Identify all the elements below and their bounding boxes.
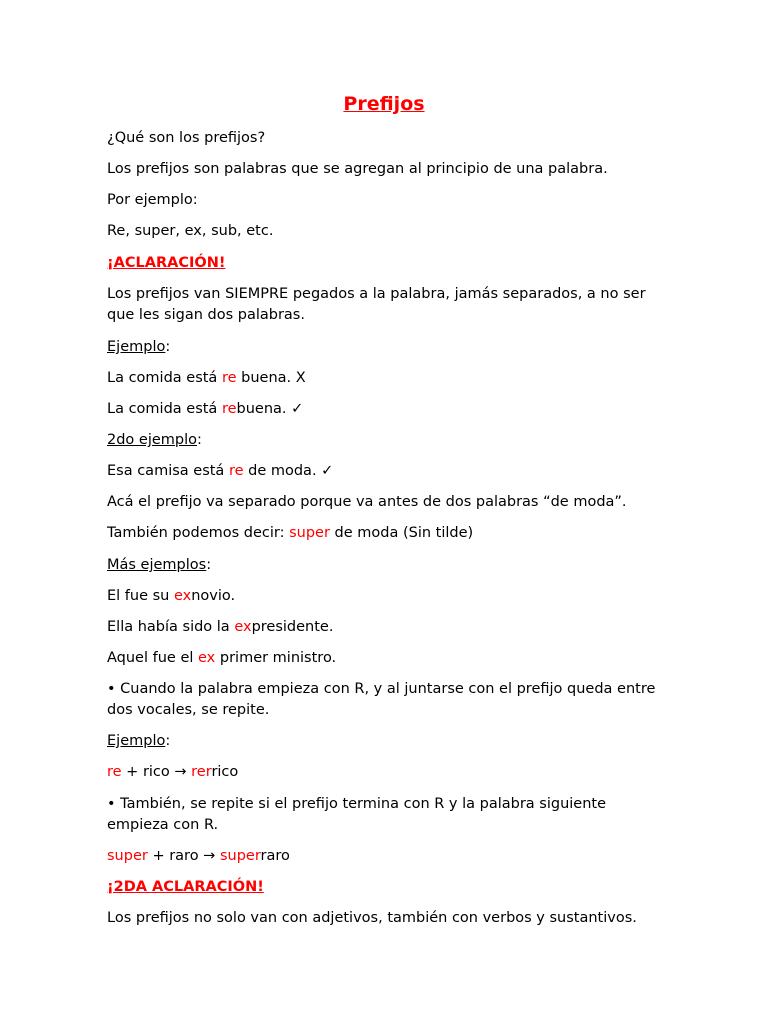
rule-paragraph: Los prefijos van SIEMPRE pegados a la palabra, jamás separados, a no ser que les sigan dos palabras. [107, 286, 646, 323]
text-segment: de moda (Sin tilde) [329, 525, 474, 541]
example-label-line [107, 337, 667, 358]
second-example-label-colon: : [197, 432, 202, 448]
more-examples-label: Más ejemplos [107, 557, 207, 573]
clarification-heading-text: ¡ACLARACIÓN! [107, 255, 226, 271]
text-segment: Ella había sido la [107, 619, 235, 635]
final-note-text: Los prefijos no solo van con adjetivos, también con verbos y sustantivos. [107, 910, 637, 926]
prefix-highlight: super [219, 848, 261, 864]
definition-text: Los prefijos son palabras que se agregan al principio de una palabra. [107, 161, 608, 177]
text-segment: buena. ✓ [236, 401, 304, 417]
prefix-highlight: rer [191, 764, 212, 780]
formula-example-1 [107, 762, 667, 783]
bullet-rule-1: • Cuando la palabra empieza con R, y al juntarse con el prefijo queda entre dos vocales, se repite. [107, 681, 656, 718]
example-sentence-6 [107, 617, 667, 638]
prefix-highlight: ex [173, 588, 192, 604]
example-sentence-5 [107, 586, 667, 607]
example-label: Ejemplo [107, 339, 166, 355]
prefix-highlight: re [221, 401, 237, 417]
second-example-label-line [107, 430, 667, 451]
example-sentence-2 [107, 399, 667, 420]
text-segment: presidente. [251, 619, 334, 635]
text-segment: rico [211, 764, 239, 780]
text-segment: de moda. ✓ [243, 463, 334, 479]
text-segment: Esa camisa está [107, 463, 229, 479]
text-segment: La comida está [107, 401, 222, 417]
second-example-label: 2do ejemplo [107, 432, 198, 448]
explanation-text: Acá el prefijo va separado porque va antes de dos palabras “de moda”. [107, 494, 627, 510]
prefix-list-text: Re, super, ex, sub, etc. [107, 223, 274, 239]
text-segment: + raro → [147, 848, 220, 864]
example-sentence-1 [107, 368, 667, 389]
third-example-label-line [107, 731, 667, 752]
second-clarification-heading-text: ¡2DA ACLARACIÓN! [107, 879, 264, 895]
text-segment: El fue su [107, 588, 174, 604]
example-sentence-3 [107, 461, 667, 482]
third-example-label: Ejemplo [107, 733, 166, 749]
text-segment: novio. [191, 588, 236, 604]
prefix-highlight: re [107, 764, 122, 780]
prefix-highlight: ex [198, 650, 216, 666]
text-segment: La comida está [107, 370, 222, 386]
example-sentence-7 [107, 648, 667, 669]
first-clarification-heading [107, 253, 667, 274]
prefix-highlight: re [228, 463, 244, 479]
prefix-highlight: re [221, 370, 237, 386]
prefix-highlight: super [289, 525, 330, 541]
second-clarification-heading [107, 877, 667, 898]
por-ejemplo-text: Por ejemplo: [107, 192, 198, 208]
text-segment: También podemos decir: [107, 525, 290, 541]
third-example-label-colon: : [165, 733, 171, 749]
prefix-highlight: super [107, 848, 148, 864]
bullet-rule-2: • También, se repite si el prefijo termina con R y la palabra siguiente empieza con R. [107, 796, 607, 833]
text-segment: Aquel fue el [107, 650, 199, 666]
text-segment: primer ministro. [215, 650, 337, 666]
prefix-highlight: ex [234, 619, 252, 635]
question-text: ¿Qué son los prefijos? [107, 130, 266, 146]
more-examples-label-colon: : [206, 557, 212, 573]
text-segment: buena. X [236, 370, 306, 386]
page-title: Prefijos [343, 93, 425, 115]
more-examples-label-line [107, 555, 667, 576]
formula-example-2 [107, 846, 667, 867]
example-label-colon: : [165, 339, 171, 355]
text-segment: raro [260, 848, 290, 864]
example-sentence-4 [107, 523, 667, 544]
text-segment: + rico → [121, 764, 192, 780]
